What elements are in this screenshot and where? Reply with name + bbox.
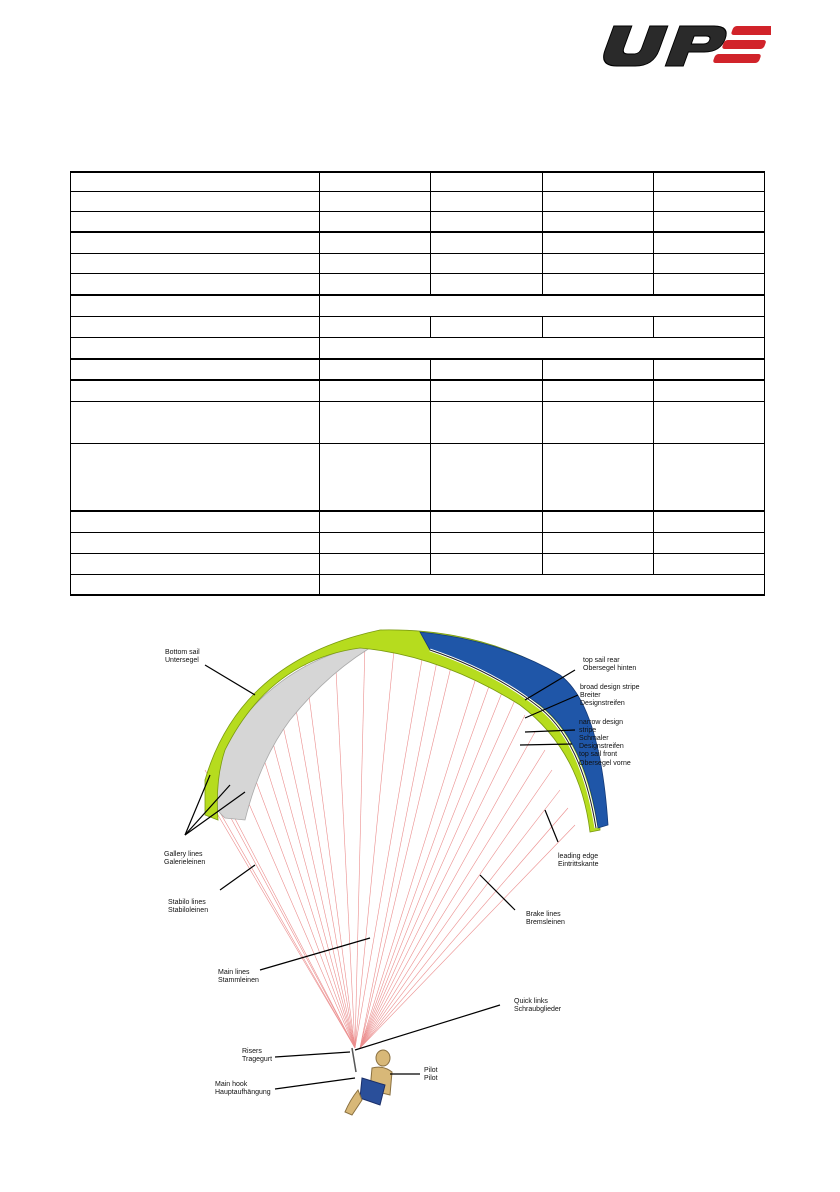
table-cell xyxy=(653,254,764,274)
table-cell xyxy=(542,192,653,212)
table-cell xyxy=(71,533,320,554)
table-cell xyxy=(542,232,653,254)
table-row xyxy=(71,511,765,533)
table-cell xyxy=(431,511,542,533)
table-cell xyxy=(320,172,431,192)
table-row xyxy=(71,533,765,554)
table-row xyxy=(71,274,765,296)
table-row xyxy=(71,359,765,380)
table-cell xyxy=(320,338,765,360)
svg-text:Untersegel: Untersegel xyxy=(165,657,199,664)
table-cell xyxy=(320,511,431,533)
table-cell xyxy=(431,359,542,380)
svg-text:Pilot: Pilot xyxy=(424,1075,438,1082)
table-cell xyxy=(653,380,764,402)
table-cell xyxy=(431,172,542,192)
table-row xyxy=(71,192,765,212)
table-row xyxy=(71,338,765,360)
table-row xyxy=(71,212,765,233)
table-cell xyxy=(71,402,320,444)
table-row xyxy=(71,254,765,274)
table-cell xyxy=(320,554,431,575)
table-cell xyxy=(653,172,764,192)
svg-text:Designstreifen: Designstreifen xyxy=(579,743,624,750)
svg-text:top sail front: top sail front xyxy=(579,751,618,758)
pilot-figure xyxy=(345,1050,392,1115)
table-cell xyxy=(71,295,320,317)
table-cell xyxy=(320,212,431,233)
svg-text:Schmaler: Schmaler xyxy=(579,735,609,742)
table-cell xyxy=(71,192,320,212)
table-cell xyxy=(431,192,542,212)
svg-text:Pilot: Pilot xyxy=(424,1067,438,1074)
table-cell xyxy=(320,402,431,444)
table-cell xyxy=(542,402,653,444)
paraglider-diagram xyxy=(0,620,840,1140)
table-cell xyxy=(320,359,431,380)
table-row xyxy=(71,317,765,338)
svg-text:Risers: Risers xyxy=(242,1048,262,1055)
table-row xyxy=(71,295,765,317)
table-cell xyxy=(431,232,542,254)
svg-text:Breiter: Breiter xyxy=(580,692,601,699)
table-cell xyxy=(431,317,542,338)
svg-text:Brake lines: Brake lines xyxy=(526,911,561,918)
table-row xyxy=(71,554,765,575)
table-cell xyxy=(71,317,320,338)
table-cell xyxy=(71,444,320,512)
table-cell xyxy=(431,254,542,274)
table-cell xyxy=(71,575,320,596)
table-cell xyxy=(320,533,431,554)
table-cell xyxy=(320,254,431,274)
table-cell xyxy=(542,317,653,338)
table-cell xyxy=(71,212,320,233)
table-cell xyxy=(431,212,542,233)
table-cell xyxy=(542,172,653,192)
table-cell xyxy=(653,192,764,212)
table-cell xyxy=(653,533,764,554)
svg-text:Designstreifen: Designstreifen xyxy=(580,700,625,707)
svg-text:Galerieleinen: Galerieleinen xyxy=(164,859,206,866)
table-row xyxy=(71,380,765,402)
table-cell xyxy=(653,232,764,254)
svg-text:Bottom sail: Bottom sail xyxy=(165,649,200,656)
table-cell xyxy=(71,232,320,254)
table-cell xyxy=(431,380,542,402)
table-cell xyxy=(71,172,320,192)
svg-text:Obersegel vorne: Obersegel vorne xyxy=(579,760,631,767)
svg-text:Tragegurt: Tragegurt xyxy=(242,1056,273,1063)
svg-text:Stammleinen: Stammleinen xyxy=(218,977,259,984)
table-cell xyxy=(71,511,320,533)
table-cell xyxy=(320,380,431,402)
specification-table xyxy=(70,171,765,596)
table-row xyxy=(71,172,765,192)
table-cell xyxy=(71,380,320,402)
svg-text:narrow design: narrow design xyxy=(579,719,623,726)
table-row xyxy=(71,444,765,512)
svg-text:Gallery lines: Gallery lines xyxy=(164,851,203,858)
table-cell xyxy=(542,254,653,274)
svg-text:Stabilo lines: Stabilo lines xyxy=(168,899,206,906)
table-cell xyxy=(653,554,764,575)
table-cell xyxy=(431,554,542,575)
svg-text:Bremsleinen: Bremsleinen xyxy=(526,919,565,926)
table-cell xyxy=(71,254,320,274)
svg-text:Obersegel hinten: Obersegel hinten xyxy=(583,665,637,672)
table-cell xyxy=(431,533,542,554)
table-cell xyxy=(542,274,653,296)
table-cell xyxy=(431,402,542,444)
table-cell xyxy=(320,232,431,254)
table-cell xyxy=(653,359,764,380)
table-cell xyxy=(431,444,542,512)
svg-text:Main hook: Main hook xyxy=(215,1081,248,1088)
table-cell xyxy=(653,402,764,444)
table-cell xyxy=(71,274,320,296)
table-cell xyxy=(653,511,764,533)
table-cell xyxy=(71,359,320,380)
svg-text:Quick links: Quick links xyxy=(514,998,548,1005)
table-cell xyxy=(542,511,653,533)
table-cell xyxy=(320,274,431,296)
table-cell xyxy=(653,212,764,233)
up-logo xyxy=(586,20,771,68)
table-cell xyxy=(542,444,653,512)
table-cell xyxy=(320,192,431,212)
table-cell xyxy=(653,317,764,338)
table-cell xyxy=(653,274,764,296)
table-row xyxy=(71,402,765,444)
table-cell xyxy=(542,554,653,575)
svg-text:broad design stripe: broad design stripe xyxy=(580,684,640,691)
svg-text:Stabiloleinen: Stabiloleinen xyxy=(168,907,209,914)
table-cell xyxy=(71,338,320,360)
svg-text:Schraubglieder: Schraubglieder xyxy=(514,1006,562,1013)
table-cell xyxy=(320,295,765,317)
table-cell xyxy=(71,554,320,575)
table-cell xyxy=(542,359,653,380)
table-cell xyxy=(320,444,431,512)
svg-text:stripe: stripe xyxy=(579,727,597,734)
table-cell xyxy=(320,317,431,338)
table-row xyxy=(71,232,765,254)
table-cell xyxy=(431,274,542,296)
svg-text:top sail rear: top sail rear xyxy=(583,657,620,664)
svg-text:Main lines: Main lines xyxy=(218,969,250,976)
table-cell xyxy=(542,533,653,554)
table-cell xyxy=(542,380,653,402)
table-row xyxy=(71,575,765,596)
svg-text:Hauptaufhängung: Hauptaufhängung xyxy=(215,1089,271,1096)
svg-text:Eintrittskante: Eintrittskante xyxy=(558,861,599,868)
table-cell xyxy=(653,444,764,512)
svg-text:leading edge: leading edge xyxy=(558,853,599,860)
table-cell xyxy=(542,212,653,233)
table-cell xyxy=(320,575,765,596)
